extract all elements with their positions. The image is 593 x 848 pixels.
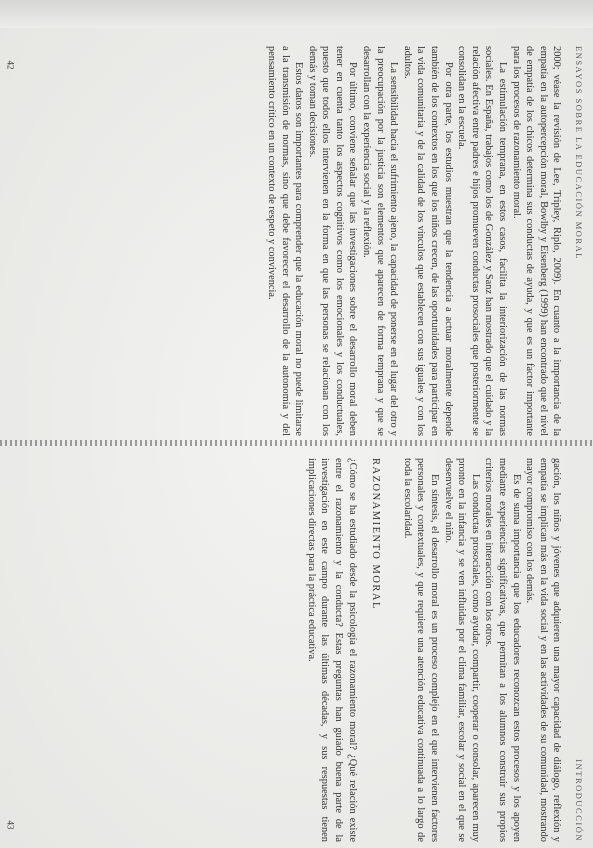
paragraph: La estimulación temprana, en estos casos, facilita la interiorización de las normas sociales. En España, trabajos como los de González y Sanz han mostrado que el cuidado y la relación afectiva entre padres e hijos promueven conductas prosociales que posteriormente se consolidan en la escuela. bbox=[456, 46, 509, 436]
section-title: RAZONAMIENTO MORAL bbox=[370, 458, 382, 610]
paragraph: En síntesis, el desarrollo moral es un proceso complejo en el que intervienen factores personales y contextuales, y que requiere una atención educativa continuada a lo largo de toda la escolaridad. bbox=[401, 458, 441, 842]
right-page-number: 43 bbox=[5, 820, 16, 830]
paragraph: 2000; véase la revisión de Lee, Tripley, Riplo, 2009). En cuanto a la importancia de la empatía en la autopercepción moral, Bowlby y Eisenberg (1999) han encontrado que el nivel de empatía de los chicos determina sus conductas de ayuda, y que es un factor importante para los procesos de razonamiento moral. bbox=[510, 46, 563, 436]
paragraph: La sensibilidad hacia el sufrimiento ajeno, la capacidad de ponerse en el lugar del otro y la preocupación por la justicia son elementos que aparecen de forma temprana y que se desarrollan con la experiencia social y la reflexión. bbox=[361, 46, 400, 436]
paragraph: Por otra parte, los estudios muestran que la tendencia a actuar moralmente depende también de los contextos en los que los niños crecen, de las oportunidades para participar en la vida comunitaria y de la calidad de los vínculos que establecen con sus iguales y con los adultos. bbox=[401, 46, 454, 436]
paragraph: Estos datos son importantes para comprender que la educación moral no puede limitarse a la transmisión de normas, sino que debe favorecer el desarrollo de la autonomía y del pensamiento crítico en un contexto de respeto y convivencia. bbox=[265, 46, 305, 436]
right-running-head: INTRODUCCIÓN bbox=[574, 759, 584, 842]
paragraph: Por último, conviene señalar que las investigaciones sobre el desarrollo moral deben tener en cuenta tanto los aspectos cognitivos como los emocionales y los conductuales, puesto que todos ellos intervienen en la forma en que las personas se relacionan con los demás y toman decisiones. bbox=[306, 46, 359, 436]
scan-top-edge bbox=[0, 0, 593, 28]
left-running-head: ENSAYOS SOBRE LA EDUCACIÓN MORAL bbox=[574, 46, 584, 260]
page-fold bbox=[0, 440, 593, 446]
paragraph: gación, los niños y jóvenes que adquieren una mayor capacidad de diálogo, reflexión y empatía se implican más en la vida social y en las actividades de su comunidad, mostrando mayor compromiso con los demás. bbox=[524, 458, 563, 842]
paragraph: ¿Cómo se ha estudiado desde la psicología el razonamiento moral? ¿Qué relación existe entre el razonamiento y la conducta? Estas preguntas han guiado buena parte de la investigación en este campo durante las últimas décadas, y sus respuestas tienen implicaciones directas para la práctica educativa. bbox=[305, 458, 358, 842]
right-page bbox=[25, 458, 585, 842]
paragraph: Las conductas prosociales, como ayudar, compartir, cooperar o consolar, aparecen muy pronto en la infancia y se ven influidas por el clima familiar, escolar y social en el que se desenvuelve el niño. bbox=[442, 458, 481, 842]
left-page-number: 42 bbox=[5, 60, 16, 70]
paragraph: Es de suma importancia que los educadores reconozcan estos procesos y los apoyen mediante experiencias significativas, que permitan a los alumnos construir sus propios criterios morales en interacción con los otros. bbox=[483, 458, 522, 842]
left-page bbox=[25, 46, 585, 436]
